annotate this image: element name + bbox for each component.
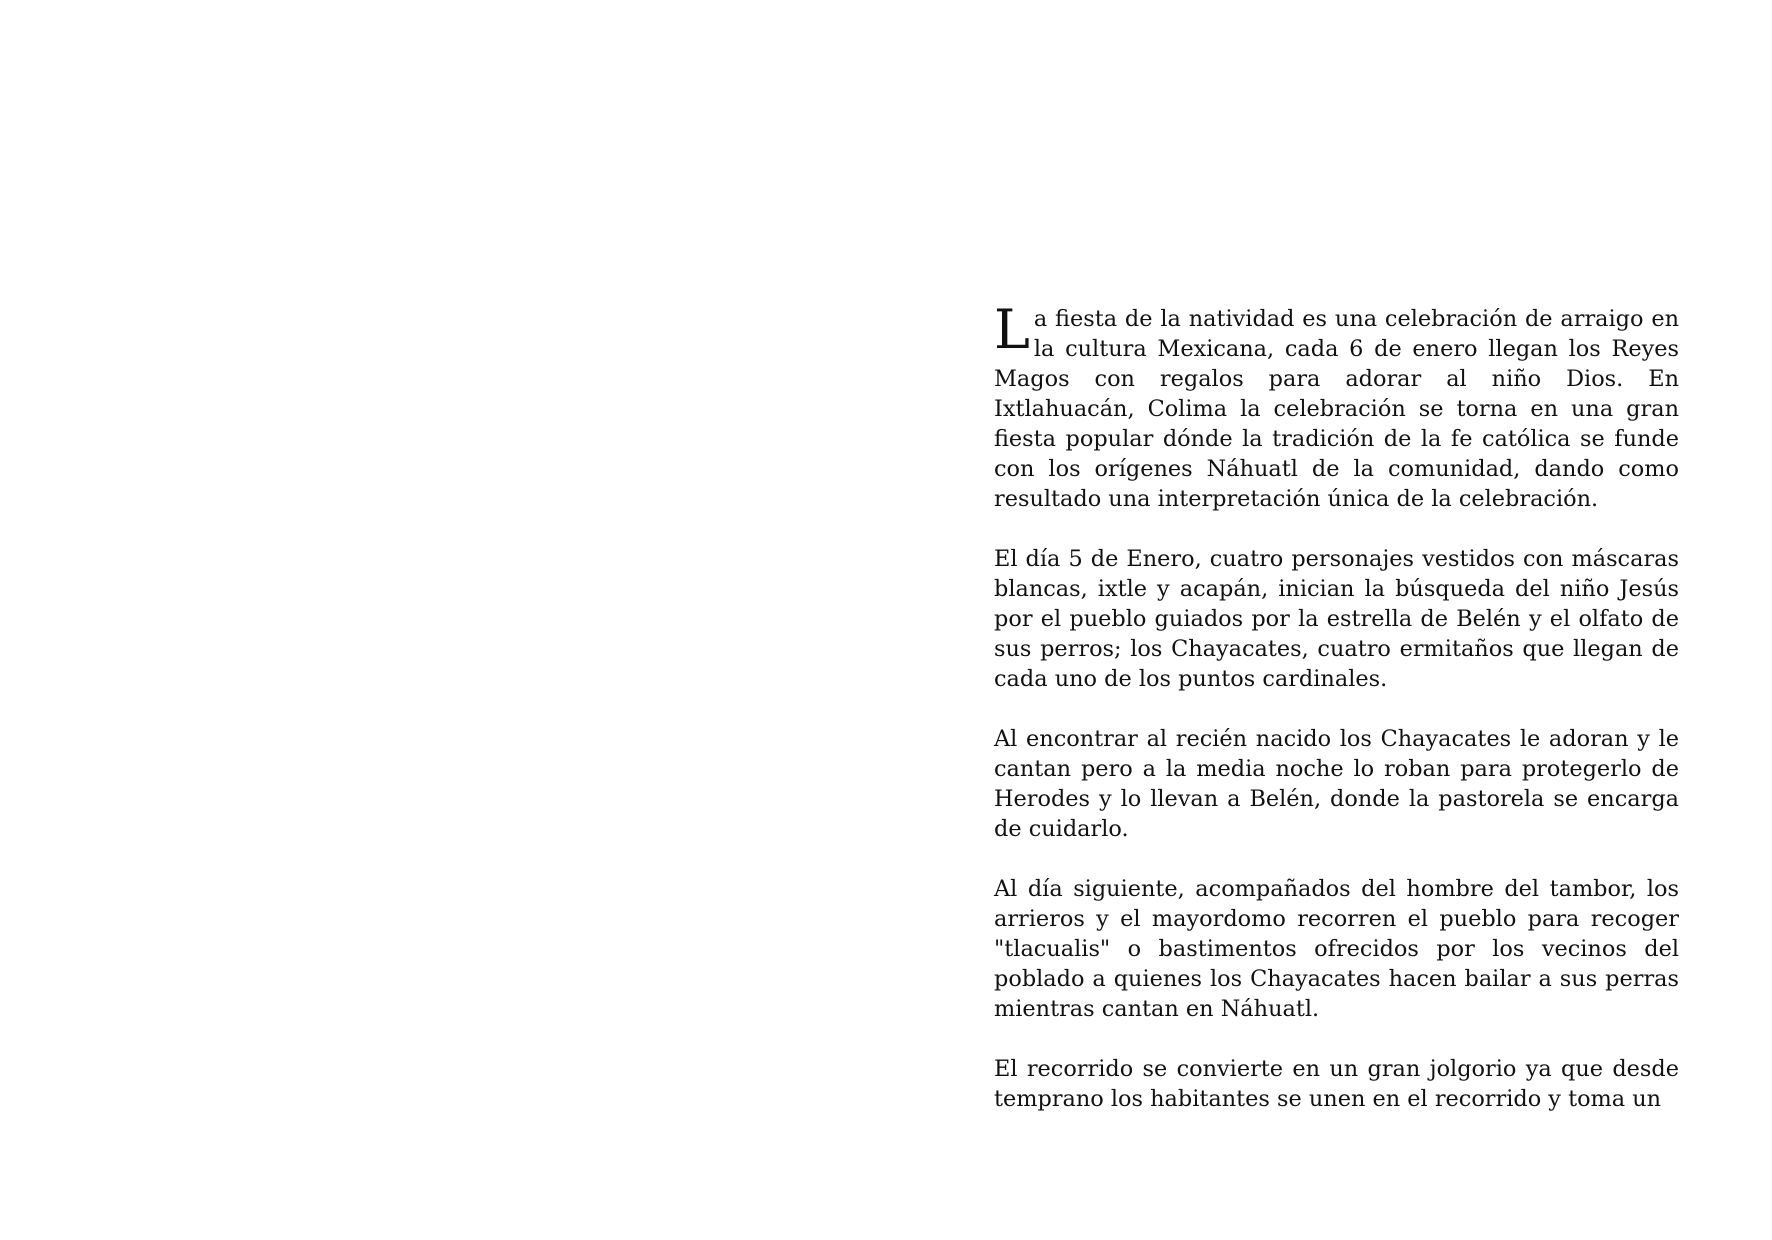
paragraph-2: El día 5 de Enero, cuatro personajes vestidos con máscaras blancas, ixtle y acapán, inician la búsqueda del niño Jesús por el pueblo guiados por la estrella de Belén y el olfato de sus perros; los Chayacates, cuatro ermitaños que llegan de cada uno de los puntos cardinales. <box>994 546 1679 692</box>
paragraph-5: El recorrido se convierte en un gran jolgorio ya que desde temprano los habitantes se unen en el recorrido y toma un <box>994 1056 1679 1112</box>
body-text <box>994 298 1679 1114</box>
paragraph-1 <box>994 298 1679 514</box>
paragraph-3: Al encontrar al recién nacido los Chayacates le adoran y le cantan pero a la media noche lo roban para protegerlo de Herodes y lo llevan a Belén, donde la pastorela se encarga de cuidarlo. <box>994 726 1679 842</box>
paragraph-4: Al día siguiente, acompañados del hombre del tambor, los arrieros y el mayordomo recorren el pueblo para recoger "tlacualis" o bastimentos ofrecidos por los vecinos del poblado a quienes los Chayacates hacen bailar a sus perras mientras cantan en Náhuatl. <box>994 876 1679 1022</box>
paragraph-1-text: a fiesta de la natividad es una celebración de arraigo en la cultura Mexicana, cada 6 de enero llegan los Reyes Magos con regalos para adorar al niño Dios. En Ixtlahuacán, Colima la celebración se torna en una gran fiesta popular dónde la tradición de la fe católica se funde con los orígenes Náhuatl de la comunidad, dando como resultado una interpretación única de la celebración. <box>994 306 1679 512</box>
right-page <box>886 0 1772 1240</box>
drop-cap: L <box>994 298 1030 361</box>
